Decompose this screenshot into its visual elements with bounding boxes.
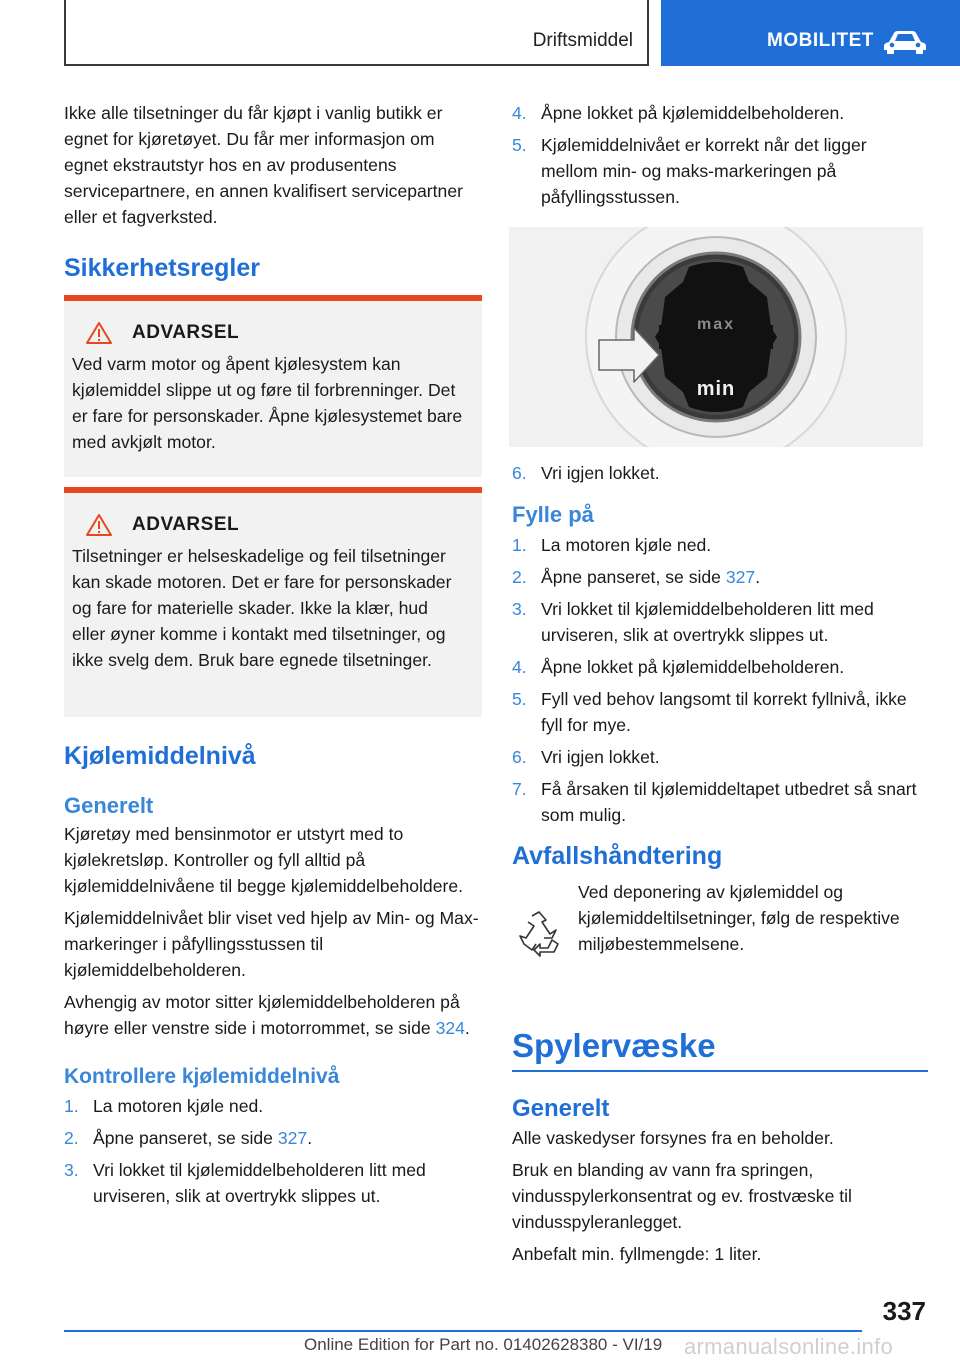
disposal-text: Ved deponering av kjølemiddel og kjølemiddeltilsetninger, følg de respektive miljøbestemmelsene. (578, 882, 900, 954)
warning-box-additives (64, 487, 482, 717)
right-column-fill (512, 460, 928, 963)
list-item: 3. Vri lokket til kjølemiddelbeholderen litt med urviseren, slik at overtrykk slippes ut. (512, 599, 874, 645)
list-item: 5. Fyll ved behov langsomt til korrekt fyllnivå, ikke fyll for mye. (512, 689, 907, 735)
washer-paragraph-3: Anbefalt min. fyllmengde: 1 liter. (512, 1244, 762, 1264)
max-marking: max (696, 316, 736, 333)
warning-triangle-icon (86, 513, 112, 537)
general-paragraph-1: Kjøretøy med bensinmotor er utstyrt med to kjølekretsløp. Kontroller og fyll alltid på kjølemiddelnivåene til begge kjølemiddelbeholdere. (64, 824, 464, 896)
check-step-6 (512, 460, 928, 486)
list-item: 4. Åpne lokket på kjølemiddelbeholderen. (512, 103, 845, 123)
min-marking: min (696, 378, 736, 400)
list-item: 1. La motoren kjøle ned. (64, 1096, 264, 1116)
header-chapter-title: MOBILITET (767, 30, 874, 51)
header-section-tab (64, 0, 649, 66)
list-item: 6. Vri igjen lokket. (512, 747, 660, 767)
filler-neck-drawing (509, 227, 923, 447)
intro-paragraph: Ikke alle tilsetninger du får kjøpt i vanlig butikk er egnet for kjøretøyet. Du får mer informasjon om egnet ekstrautstyr hos en av produsentens servicepartnere, en annen kvalifisert servicepartner eller et fagverksted. (64, 103, 463, 227)
warning-box-hot-engine (64, 295, 482, 477)
footer-divider (64, 1330, 862, 1332)
list-item: 2. Åpne panseret, se side 327. (512, 567, 761, 587)
header-section-title: Driftsmiddel (532, 30, 633, 51)
general-heading: Generelt (64, 793, 154, 818)
left-column-coolant (64, 742, 482, 1215)
header-chapter-tab (661, 0, 960, 66)
check-steps-continued (512, 100, 928, 210)
footer-edition: Online Edition for Part no. 01402628380 - VI/19 (304, 1335, 663, 1354)
watermark: armanualsonline.info (684, 1334, 894, 1359)
fill-heading: Fylle på (512, 502, 594, 527)
recycle-icon (514, 908, 564, 958)
list-item: 6. Vri igjen lokket. (512, 463, 660, 483)
right-column-steps (512, 100, 928, 216)
list-item: 2. Åpne panseret, se side 327. (64, 1128, 313, 1148)
warning-title: ADVARSEL (132, 514, 240, 535)
coolant-filler-neck-illustration (509, 227, 923, 447)
list-item: 3. Vri lokket til kjølemiddelbeholderen litt med urviseren, slik at overtrykk slippes ut. (64, 1160, 426, 1206)
page-number: 337 (882, 1296, 926, 1326)
list-item: 7. Få årsaken til kjølemiddeltapet utbedret så snart som mulig. (512, 779, 917, 825)
safety-heading: Sikkerhetsregler (64, 254, 260, 282)
washer-section (512, 1027, 928, 1065)
coolant-heading: Kjølemiddelnivå (64, 742, 256, 770)
fill-steps-list (512, 532, 928, 828)
section-divider (512, 1070, 928, 1072)
list-item: 5. Kjølemiddelnivået er korrekt når det ligger mellom min- og maks-markeringen på påfyllingsstussen. (512, 135, 867, 207)
car-icon (883, 28, 927, 54)
warning-title: ADVARSEL (132, 322, 240, 343)
list-item: 4. Åpne lokket på kjølemiddelbeholderen. (512, 657, 845, 677)
washer-general-heading: Generelt (512, 1095, 610, 1122)
page-reference-link[interactable]: 327 (277, 1128, 308, 1148)
page-reference-link[interactable]: 324 (435, 1018, 465, 1038)
page-reference-link[interactable]: 327 (725, 567, 756, 587)
list-item: 1. La motoren kjøle ned. (512, 535, 712, 555)
washer-general (512, 1095, 928, 1273)
general-paragraph-3: Avhengig av motor sitter kjølemiddelbeholderen på høyre eller venstre side i motorrommet, se side 324. (64, 992, 470, 1038)
washer-paragraph-1: Alle vaskedyser forsynes fra en beholder. (512, 1128, 834, 1148)
check-heading: Kontrollere kjølemiddelnivå (64, 1065, 340, 1088)
general-paragraph-2: Kjølemiddelnivået blir viset ved hjelp av Min- og Max-markeringer i påfyllingsstussen til kjølemiddelbeholderen. (64, 908, 479, 980)
left-column-intro (64, 100, 482, 283)
disposal-heading: Avfallshåndtering (512, 842, 723, 870)
warning-text: Tilsetninger er helseskadelige og feil tilsetninger kan skade motoren. Det er fare for personskader og fare for materielle skader. Ikke la klær, hud eller øyner komme i kontakt med tilsetninger, og ikke svelg dem. Bruk bare egnede tilsetninger. (72, 546, 452, 670)
washer-paragraph-2: Bruk en blanding av vann fra springen, vindusspylerkonsentrat og ev. frostvæske til vindusspyleranlegget. (512, 1160, 852, 1232)
washer-heading: Spylervæske (512, 1027, 716, 1064)
warning-text: Ved varm motor og åpent kjølesystem kan kjølemiddel slippe ut og føre til forbrenninger. Det er fare for personskader. Åpne kjølesystemet bare med avkjølt motor. (72, 354, 463, 452)
check-steps-list (64, 1093, 482, 1209)
warning-triangle-icon (86, 321, 112, 345)
